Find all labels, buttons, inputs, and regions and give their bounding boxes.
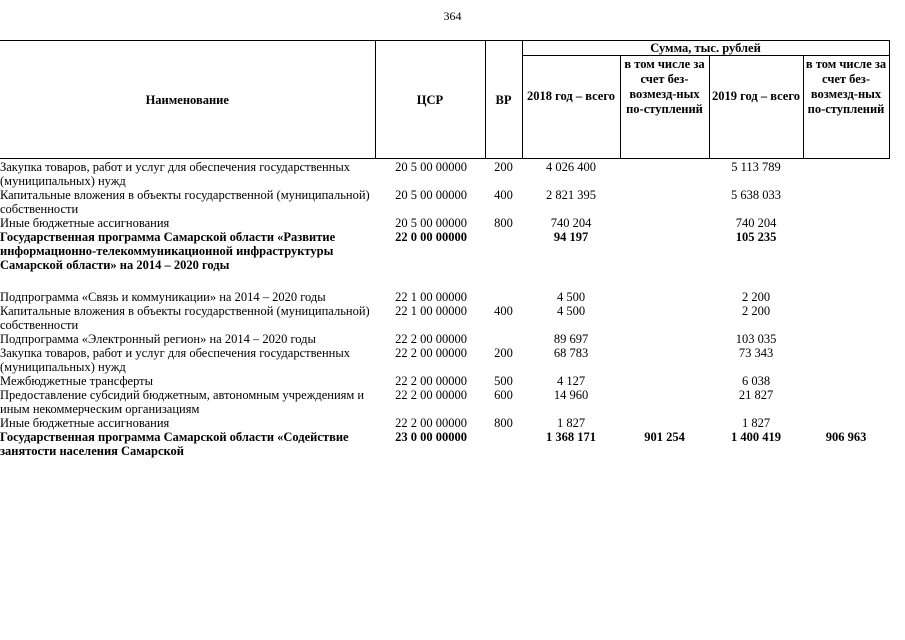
row-2019-total: 2 200 <box>741 290 771 304</box>
row-2018-total: 2 821 395 <box>546 188 596 202</box>
row-csr: 22 1 00 00000 <box>395 304 467 318</box>
header-2019-gratuitous: в том числе за счет без-возмезд-ных по-ступлений <box>803 56 889 159</box>
row-vr <box>485 230 522 290</box>
row-name: Капитальные вложения в объекты государственной (муниципальной) собственности <box>0 304 370 332</box>
row-2018-gratuitous <box>620 304 709 332</box>
row-2018-gratuitous <box>620 374 709 388</box>
table-row <box>0 374 889 388</box>
row-name: Государственная программа Самарской области «Содействие занятости населения Самарской <box>0 430 349 458</box>
row-2018-total: 94 197 <box>553 230 589 244</box>
header-csr: ЦСР <box>375 41 485 159</box>
row-2018-total: 1 827 <box>556 416 586 430</box>
row-vr: 400 <box>494 188 513 202</box>
row-2019-total: 1 400 419 <box>731 430 781 444</box>
row-vr: 200 <box>494 160 513 174</box>
row-vr: 600 <box>494 388 513 402</box>
row-2019-gratuitous <box>803 388 889 416</box>
table-row <box>0 304 889 332</box>
row-2019-total: 5 638 033 <box>731 188 781 202</box>
row-2019-total: 1 827 <box>741 416 771 430</box>
row-2019-gratuitous <box>803 374 889 388</box>
table-row <box>0 230 889 290</box>
row-2019-gratuitous <box>803 346 889 374</box>
row-2018-total: 4 026 400 <box>546 160 596 174</box>
row-2019-total: 21 827 <box>738 388 774 402</box>
table-row <box>0 159 889 189</box>
table-row <box>0 416 889 430</box>
row-name: Закупка товаров, работ и услуг для обеспечения государственных (муниципальных) нужд <box>0 160 351 188</box>
row-2019-total: 2 200 <box>741 304 771 318</box>
row-name: Государственная программа Самарской области «Развитие информационно-телекоммуникационной инфраструктуры Самарской области» на 2014 – 2020 годы <box>0 230 336 272</box>
header-2018-gratuitous: в том числе за счет без-возмезд-ных по-ступлений <box>620 56 709 159</box>
row-2019-gratuitous <box>803 188 889 216</box>
row-name: Подпрограмма «Электронный регион» на 2014 – 2020 годы <box>0 332 316 346</box>
row-2018-total: 4 500 <box>556 304 586 318</box>
row-csr: 23 0 00 00000 <box>395 430 467 444</box>
row-name: Капитальные вложения в объекты государственной (муниципальной) собственности <box>0 188 370 216</box>
row-2018-gratuitous <box>620 388 709 416</box>
row-csr: 20 5 00 00000 <box>395 188 467 202</box>
row-vr: 800 <box>494 416 513 430</box>
row-2018-total: 1 368 171 <box>546 430 596 444</box>
budget-table <box>0 40 890 458</box>
row-2018-total: 89 697 <box>553 332 589 346</box>
row-2019-total: 105 235 <box>735 230 777 244</box>
table-row <box>0 290 889 304</box>
row-2019-gratuitous <box>803 332 889 346</box>
row-csr: 22 2 00 00000 <box>395 374 467 388</box>
row-csr: 20 5 00 00000 <box>395 216 467 230</box>
row-csr: 22 2 00 00000 <box>395 416 467 430</box>
table-row <box>0 388 889 416</box>
header-name: Наименование <box>0 41 375 159</box>
header-2018-total: 2018 год – всего <box>522 56 620 159</box>
row-name: Предоставление субсидий бюджетным, автономным учреждениям и иным некоммерческим организациям <box>0 388 365 416</box>
table-row <box>0 430 889 458</box>
row-vr: 800 <box>494 216 513 230</box>
row-2018-total: 740 204 <box>550 216 592 230</box>
row-2018-gratuitous <box>620 188 709 216</box>
row-2019-gratuitous: 906 963 <box>825 430 867 444</box>
row-vr: 500 <box>494 374 513 388</box>
row-2018-gratuitous: 901 254 <box>644 430 685 444</box>
row-2019-total: 740 204 <box>735 216 777 230</box>
row-2019-gratuitous <box>803 304 889 332</box>
row-2018-gratuitous <box>620 416 709 430</box>
row-2019-total: 5 113 789 <box>731 160 781 174</box>
page-number: 364 <box>443 9 462 23</box>
row-vr <box>485 430 522 458</box>
row-2019-gratuitous <box>803 230 889 290</box>
table-row <box>0 216 889 230</box>
row-2018-total: 68 783 <box>553 346 589 360</box>
row-2019-gratuitous <box>803 416 889 430</box>
row-csr: 22 2 00 00000 <box>395 388 467 402</box>
row-name: Подпрограмма «Связь и коммуникации» на 2014 – 2020 годы <box>0 290 326 304</box>
row-2019-gratuitous <box>803 159 889 189</box>
row-vr <box>485 332 522 346</box>
row-2019-total: 103 035 <box>735 332 777 346</box>
row-csr: 20 5 00 00000 <box>395 160 467 174</box>
table-row <box>0 332 889 346</box>
row-2018-total: 4 500 <box>556 290 586 304</box>
row-csr: 22 1 00 00000 <box>395 290 467 304</box>
table-row <box>0 346 889 374</box>
row-2018-total: 4 127 <box>556 374 586 388</box>
header-sum-group: Сумма, тыс. рублей <box>522 41 889 56</box>
row-vr: 200 <box>494 346 513 360</box>
header-vr: ВР <box>485 41 522 159</box>
row-2018-gratuitous <box>620 216 709 230</box>
header-2019-total: 2019 год – всего <box>709 56 803 159</box>
row-2018-gratuitous <box>620 346 709 374</box>
row-2018-gratuitous <box>620 332 709 346</box>
row-2019-total: 6 038 <box>741 374 771 388</box>
row-csr: 22 2 00 00000 <box>395 332 467 346</box>
row-2018-total: 14 960 <box>553 388 589 402</box>
row-csr: 22 2 00 00000 <box>395 346 467 360</box>
row-2018-gratuitous <box>620 159 709 189</box>
row-name: Иные бюджетные ассигнования <box>0 416 170 430</box>
row-2019-gratuitous <box>803 290 889 304</box>
row-2019-gratuitous <box>803 216 889 230</box>
row-2019-total: 73 343 <box>738 346 774 360</box>
row-vr <box>485 290 522 304</box>
row-name: Иные бюджетные ассигнования <box>0 216 170 230</box>
row-name: Межбюджетные трансферты <box>0 374 154 388</box>
row-name: Закупка товаров, работ и услуг для обеспечения государственных (муниципальных) нужд <box>0 346 351 374</box>
table-row <box>0 188 889 216</box>
row-2018-gratuitous <box>620 230 709 290</box>
row-csr: 22 0 00 00000 <box>395 230 467 244</box>
row-2018-gratuitous <box>620 290 709 304</box>
row-vr: 400 <box>494 304 513 318</box>
